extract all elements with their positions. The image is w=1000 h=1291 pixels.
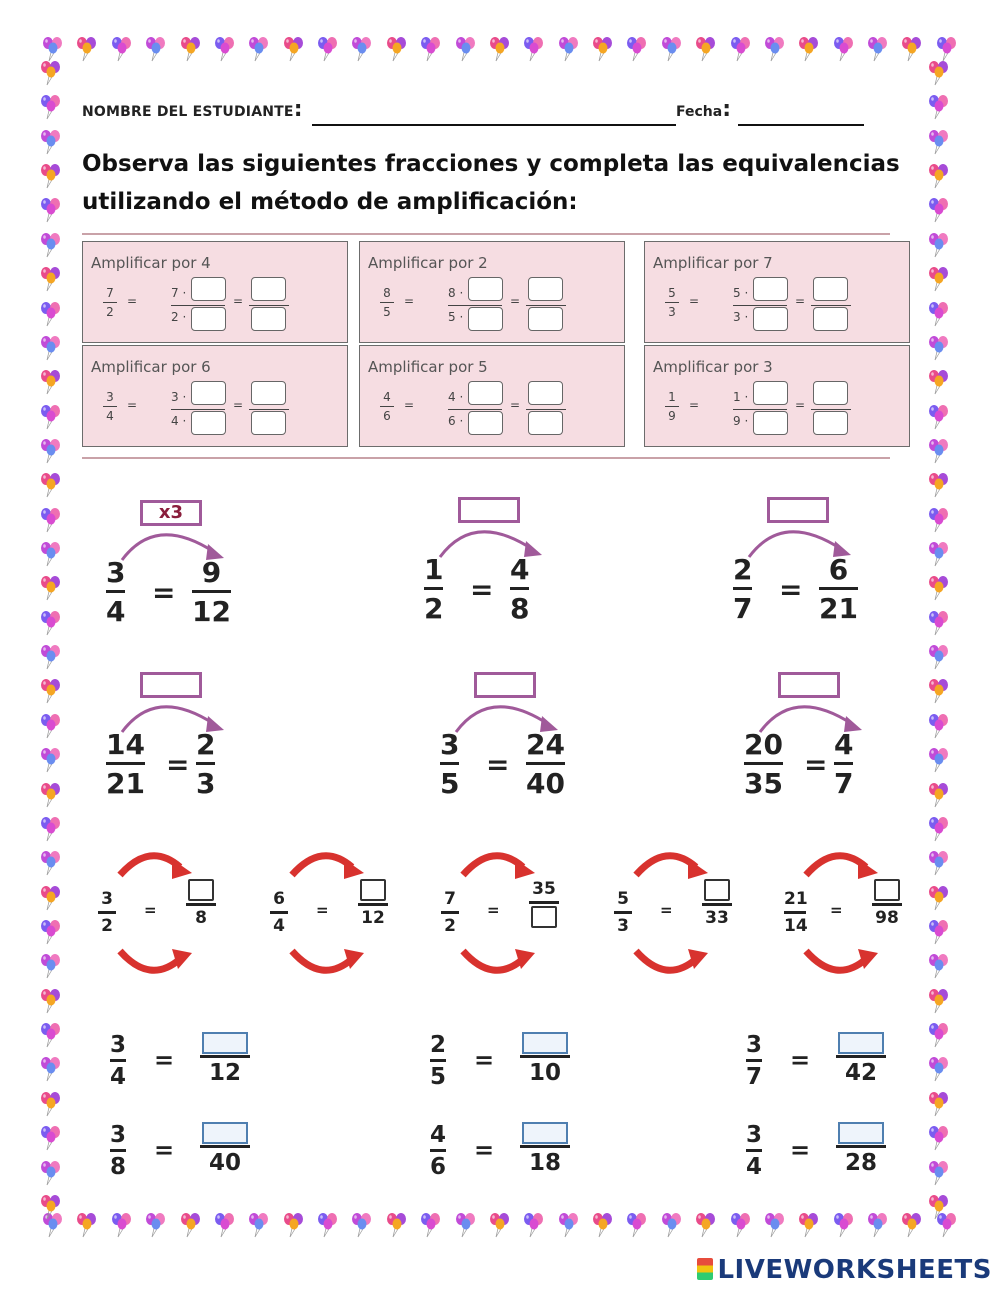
source-fraction: 3 5 (440, 728, 460, 800)
balloon-icon (926, 610, 952, 636)
equals-sign: = (404, 294, 415, 308)
balloon-icon (831, 36, 857, 62)
factor-input-bottom[interactable] (191, 411, 226, 435)
source-fraction: 2 5 (430, 1032, 447, 1090)
numerator-input[interactable] (522, 1032, 568, 1054)
box-problem (110, 1122, 260, 1182)
source-fraction: 21 14 (784, 889, 808, 936)
balloon-icon (934, 36, 960, 62)
source-fraction: 14 21 (106, 728, 145, 800)
balloon-icon (926, 335, 952, 361)
equals-sign: = (166, 748, 190, 781)
source-fraction: 3 7 (746, 1032, 763, 1090)
student-name-label: NOMBRE DEL ESTUDIANTE: (82, 97, 303, 122)
equals-sign: = (660, 901, 673, 919)
numerator-input[interactable] (874, 879, 900, 901)
result-numerator-input[interactable] (251, 381, 286, 405)
balloon-icon (143, 1212, 169, 1238)
source-fraction: 8 5 (380, 286, 394, 319)
balloon-icon (38, 472, 64, 498)
equals-sign: = (689, 398, 700, 412)
balloon-icon (926, 507, 952, 533)
equals-sign: = (470, 573, 494, 606)
balloon-icon (926, 266, 952, 292)
equals-sign: = (689, 294, 700, 308)
balloon-icon (624, 1212, 650, 1238)
factor-input-top[interactable] (468, 277, 503, 301)
numerator-input[interactable] (202, 1122, 248, 1144)
balloon-icon (38, 988, 64, 1014)
balloon-icon (349, 1212, 375, 1238)
balloon-icon (38, 678, 64, 704)
result-denominator-input[interactable] (251, 411, 286, 435)
source-fraction: 5 3 (665, 286, 679, 319)
result-fraction: 8 (186, 879, 216, 928)
numerator-multiplier: 5 · (733, 286, 749, 300)
equals-sign: = (795, 294, 806, 308)
balloon-icon (109, 1212, 135, 1238)
red-arrow-top-icon (286, 845, 366, 881)
balloon-icon (659, 36, 685, 62)
equals-sign: = (154, 1046, 175, 1074)
balloon-icon (926, 885, 952, 911)
balloon-border-left (38, 60, 66, 1220)
balloon-icon (899, 1212, 925, 1238)
equals-sign: = (510, 398, 521, 412)
balloon-border-bottom (40, 1212, 960, 1240)
balloon-icon (865, 1212, 891, 1238)
balloon-icon (926, 816, 952, 842)
red-arrow-problem (94, 845, 224, 985)
balloon-icon (246, 1212, 272, 1238)
balloon-icon (38, 301, 64, 327)
source-fraction: 20 35 (744, 728, 783, 800)
source-fraction: 1 9 (665, 390, 679, 423)
balloon-icon (926, 1091, 952, 1117)
balloon-icon (624, 36, 650, 62)
numerator-input[interactable] (360, 879, 386, 901)
balloon-icon (487, 36, 513, 62)
result-fraction: 6 21 (819, 553, 858, 625)
source-fraction: 5 3 (614, 889, 632, 936)
red-arrow-top-icon (114, 845, 194, 881)
arrow-problem (744, 672, 904, 802)
red-arrow-bottom-icon (114, 947, 194, 981)
result-fraction: 10 (520, 1032, 570, 1086)
balloon-icon (38, 60, 64, 86)
numerator-multiplier: 3 · (171, 390, 187, 404)
factor-input-bottom[interactable] (191, 307, 226, 331)
source-fraction: 7 2 (441, 889, 459, 936)
balloon-icon (796, 36, 822, 62)
amplify-card-title: Amplificar por 2 (368, 254, 488, 272)
instruction-text: Observa las siguientes fracciones y completa las equivalencias utilizando el método de amplificación: (82, 151, 900, 215)
equals-sign: = (510, 294, 521, 308)
balloon-icon (556, 36, 582, 62)
result-fraction: 12 (200, 1032, 250, 1086)
source-fraction: 3 8 (110, 1122, 127, 1180)
source-fraction: 3 4 (103, 390, 117, 423)
balloon-icon (38, 953, 64, 979)
balloon-icon (38, 919, 64, 945)
balloon-icon (556, 1212, 582, 1238)
amplify-card-title: Amplificar por 3 (653, 358, 773, 376)
logo-mark-icon (697, 1258, 713, 1280)
result-denominator-input[interactable] (251, 307, 286, 331)
balloon-icon (315, 36, 341, 62)
numerator-multiplier: 1 · (733, 390, 749, 404)
factor-input[interactable]: x3 (140, 500, 202, 526)
balloon-icon (38, 404, 64, 430)
amplify-card-title: Amplificar por 5 (368, 358, 488, 376)
student-name-field[interactable] (312, 104, 676, 126)
arrow-problem (733, 497, 893, 627)
balloon-icon (899, 36, 925, 62)
balloon-icon (831, 1212, 857, 1238)
balloon-icon (926, 1022, 952, 1048)
factor-input-top[interactable] (468, 381, 503, 405)
balloon-icon (349, 36, 375, 62)
equals-sign: = (154, 1136, 175, 1164)
balloon-icon (281, 36, 307, 62)
balloon-icon (38, 163, 64, 189)
balloon-icon (315, 1212, 341, 1238)
balloon-icon (659, 1212, 685, 1238)
denominator-multiplier: 2 · (171, 310, 187, 324)
balloon-icon (487, 1212, 513, 1238)
balloon-icon (796, 1212, 822, 1238)
denominator-input[interactable] (531, 906, 557, 928)
amplify-card-title: Amplificar por 7 (653, 254, 773, 272)
denominator-multiplier: 6 · (448, 414, 464, 428)
factor-input-bottom[interactable] (468, 411, 503, 435)
equals-sign: = (795, 398, 806, 412)
numerator-input[interactable] (202, 1032, 248, 1054)
balloon-icon (38, 644, 64, 670)
equals-sign: = (144, 901, 157, 919)
balloon-icon (926, 129, 952, 155)
result-fraction: 33 (702, 879, 732, 928)
arrow-problem (106, 500, 266, 630)
result-numerator-input[interactable] (813, 277, 848, 301)
balloon-icon (384, 36, 410, 62)
red-arrow-problem (610, 845, 740, 985)
equals-sign: = (474, 1046, 495, 1074)
balloon-icon (38, 232, 64, 258)
equals-sign: = (779, 573, 803, 606)
balloon-icon (178, 1212, 204, 1238)
red-arrow-bottom-icon (457, 947, 537, 981)
balloon-icon (926, 369, 952, 395)
balloon-icon (590, 36, 616, 62)
result-fraction: 18 (520, 1122, 570, 1176)
result-fraction: 9 12 (192, 556, 231, 628)
numerator-multiplier: 7 · (171, 286, 187, 300)
balloon-icon (38, 1160, 64, 1186)
balloon-icon (178, 36, 204, 62)
factor-input-bottom[interactable] (753, 411, 788, 435)
red-arrow-top-icon (630, 845, 710, 881)
result-denominator-input[interactable] (813, 411, 848, 435)
source-fraction: 3 4 (110, 1032, 127, 1090)
red-arrow-bottom-icon (800, 947, 880, 981)
balloon-icon (38, 197, 64, 223)
balloon-icon (38, 266, 64, 292)
result-fraction: 24 40 (526, 728, 565, 800)
balloon-icon (38, 1125, 64, 1151)
balloon-icon (926, 438, 952, 464)
result-numerator-input[interactable] (251, 277, 286, 301)
result-numerator-input[interactable] (528, 277, 563, 301)
amplify-card (359, 241, 625, 343)
balloon-icon (38, 747, 64, 773)
equals-sign: = (487, 901, 500, 919)
balloon-icon (40, 36, 66, 62)
balloon-icon (74, 36, 100, 62)
balloon-icon (281, 1212, 307, 1238)
numerator-multiplier: 4 · (448, 390, 464, 404)
balloon-icon (109, 36, 135, 62)
balloon-icon (38, 438, 64, 464)
result-fraction: 35 (529, 879, 559, 928)
balloon-icon (38, 129, 64, 155)
balloon-icon (212, 1212, 238, 1238)
equals-sign: = (127, 398, 138, 412)
date-label: Fecha: (676, 97, 732, 122)
red-arrow-problem (437, 845, 567, 985)
amplify-card-title: Amplificar por 4 (91, 254, 211, 272)
balloon-icon (590, 1212, 616, 1238)
arrow-problem (106, 672, 266, 802)
denominator-multiplier: 3 · (733, 310, 749, 324)
numerator-input[interactable] (838, 1032, 884, 1054)
balloon-icon (926, 1056, 952, 1082)
red-arrow-problem (266, 845, 396, 985)
source-fraction: 3 2 (98, 889, 116, 936)
amplify-card (82, 345, 348, 447)
balloon-icon (418, 36, 444, 62)
equals-sign: = (233, 294, 244, 308)
balloon-icon (926, 713, 952, 739)
balloon-icon (762, 1212, 788, 1238)
numerator-input[interactable] (838, 1122, 884, 1144)
balloon-icon (926, 60, 952, 86)
balloon-icon (926, 472, 952, 498)
balloon-icon (926, 747, 952, 773)
balloon-icon (926, 678, 952, 704)
balloon-border-top (40, 36, 960, 64)
balloon-icon (38, 369, 64, 395)
factor-input-top[interactable] (191, 381, 226, 405)
balloon-icon (38, 94, 64, 120)
result-fraction: 98 (872, 879, 902, 928)
result-fraction: 12 (358, 879, 388, 928)
equals-sign: = (127, 294, 138, 308)
balloon-icon (926, 94, 952, 120)
source-fraction: 2 7 (733, 553, 753, 625)
source-fraction: 6 4 (270, 889, 288, 936)
numerator-input[interactable] (522, 1122, 568, 1144)
result-fraction: 2 3 (196, 728, 216, 800)
balloon-icon (38, 541, 64, 567)
balloon-icon (926, 197, 952, 223)
balloon-icon (926, 163, 952, 189)
factor-input-bottom[interactable] (753, 307, 788, 331)
balloon-icon (926, 644, 952, 670)
balloon-icon (384, 1212, 410, 1238)
result-numerator-input[interactable] (813, 381, 848, 405)
balloon-icon (762, 36, 788, 62)
box-problem (430, 1122, 580, 1182)
balloon-icon (38, 1091, 64, 1117)
amplify-card (359, 345, 625, 447)
red-arrow-top-icon (800, 845, 880, 881)
balloon-icon (926, 301, 952, 327)
source-fraction: 4 6 (430, 1122, 447, 1180)
amplify-card-title: Amplificar por 6 (91, 358, 211, 376)
red-arrow-bottom-icon (630, 947, 710, 981)
balloon-icon (926, 575, 952, 601)
balloon-icon (38, 885, 64, 911)
balloon-icon (926, 850, 952, 876)
source-fraction: 3 4 (106, 556, 126, 628)
balloon-icon (38, 782, 64, 808)
balloon-icon (38, 1022, 64, 1048)
denominator-multiplier: 4 · (171, 414, 187, 428)
amplify-card (644, 345, 910, 447)
box-problem (746, 1122, 896, 1182)
balloon-icon (38, 713, 64, 739)
balloon-icon (728, 1212, 754, 1238)
factor-input-top[interactable] (753, 277, 788, 301)
balloon-icon (926, 919, 952, 945)
arrow-problem (424, 497, 584, 627)
balloon-icon (865, 36, 891, 62)
numerator-input[interactable] (188, 879, 214, 901)
balloon-icon (453, 1212, 479, 1238)
balloon-icon (212, 36, 238, 62)
equals-sign: = (316, 901, 329, 919)
balloon-icon (926, 988, 952, 1014)
amplify-card (644, 241, 910, 343)
result-fraction: 4 8 (510, 553, 530, 625)
result-fraction: 4 7 (834, 728, 854, 800)
equals-sign: = (790, 1136, 811, 1164)
factor-input-top[interactable] (753, 381, 788, 405)
box-problem (746, 1032, 896, 1092)
equals-sign: = (830, 901, 843, 919)
balloon-icon (38, 1056, 64, 1082)
result-denominator-input[interactable] (813, 307, 848, 331)
curved-arrow-icon (434, 517, 554, 559)
equals-sign: = (233, 398, 244, 412)
result-fraction: 40 (200, 1122, 250, 1176)
equals-sign: = (804, 748, 828, 781)
factor-input-bottom[interactable] (468, 307, 503, 331)
date-field[interactable] (738, 104, 864, 126)
box-problem (110, 1032, 260, 1092)
equals-sign: = (486, 748, 510, 781)
numerator-input[interactable] (704, 879, 730, 901)
balloon-icon (38, 850, 64, 876)
equals-sign: = (152, 576, 176, 609)
equals-sign: = (790, 1046, 811, 1074)
balloon-icon (521, 1212, 547, 1238)
amplify-cards-panel (82, 233, 890, 459)
result-denominator-input[interactable] (528, 411, 563, 435)
balloon-icon (926, 232, 952, 258)
result-numerator-input[interactable] (528, 381, 563, 405)
balloon-icon (38, 507, 64, 533)
balloon-icon (926, 1125, 952, 1151)
source-fraction: 1 2 (424, 553, 444, 625)
balloon-icon (418, 1212, 444, 1238)
denominator-multiplier: 9 · (733, 414, 749, 428)
equals-sign: = (404, 398, 415, 412)
balloon-border-right (926, 60, 954, 1220)
result-denominator-input[interactable] (528, 307, 563, 331)
balloon-icon (38, 610, 64, 636)
balloon-icon (74, 1212, 100, 1238)
balloon-icon (926, 541, 952, 567)
balloon-icon (926, 1194, 952, 1220)
balloon-icon (38, 1194, 64, 1220)
balloon-icon (38, 816, 64, 842)
balloon-icon (926, 782, 952, 808)
source-fraction: 7 2 (103, 286, 117, 319)
balloon-icon (246, 36, 272, 62)
source-fraction: 3 4 (746, 1122, 763, 1180)
liveworksheets-logo: LIVEWORKSHEETS (697, 1255, 992, 1285)
numerator-multiplier: 8 · (448, 286, 464, 300)
red-arrow-bottom-icon (286, 947, 366, 981)
balloon-icon (693, 1212, 719, 1238)
balloon-icon (38, 335, 64, 361)
result-fraction: 28 (836, 1122, 886, 1176)
balloon-icon (926, 1160, 952, 1186)
red-arrow-top-icon (457, 845, 537, 881)
balloon-icon (693, 36, 719, 62)
balloon-icon (728, 36, 754, 62)
balloon-icon (453, 36, 479, 62)
denominator-multiplier: 5 · (448, 310, 464, 324)
red-arrow-problem (780, 845, 910, 985)
balloon-icon (143, 36, 169, 62)
balloon-icon (521, 36, 547, 62)
equals-sign: = (474, 1136, 495, 1164)
balloon-icon (926, 953, 952, 979)
arrow-problem (440, 672, 600, 802)
box-problem (430, 1032, 580, 1092)
balloon-icon (38, 575, 64, 601)
factor-input-top[interactable] (191, 277, 226, 301)
source-fraction: 4 6 (380, 390, 394, 423)
balloon-icon (926, 404, 952, 430)
result-fraction: 42 (836, 1032, 886, 1086)
amplify-card (82, 241, 348, 343)
